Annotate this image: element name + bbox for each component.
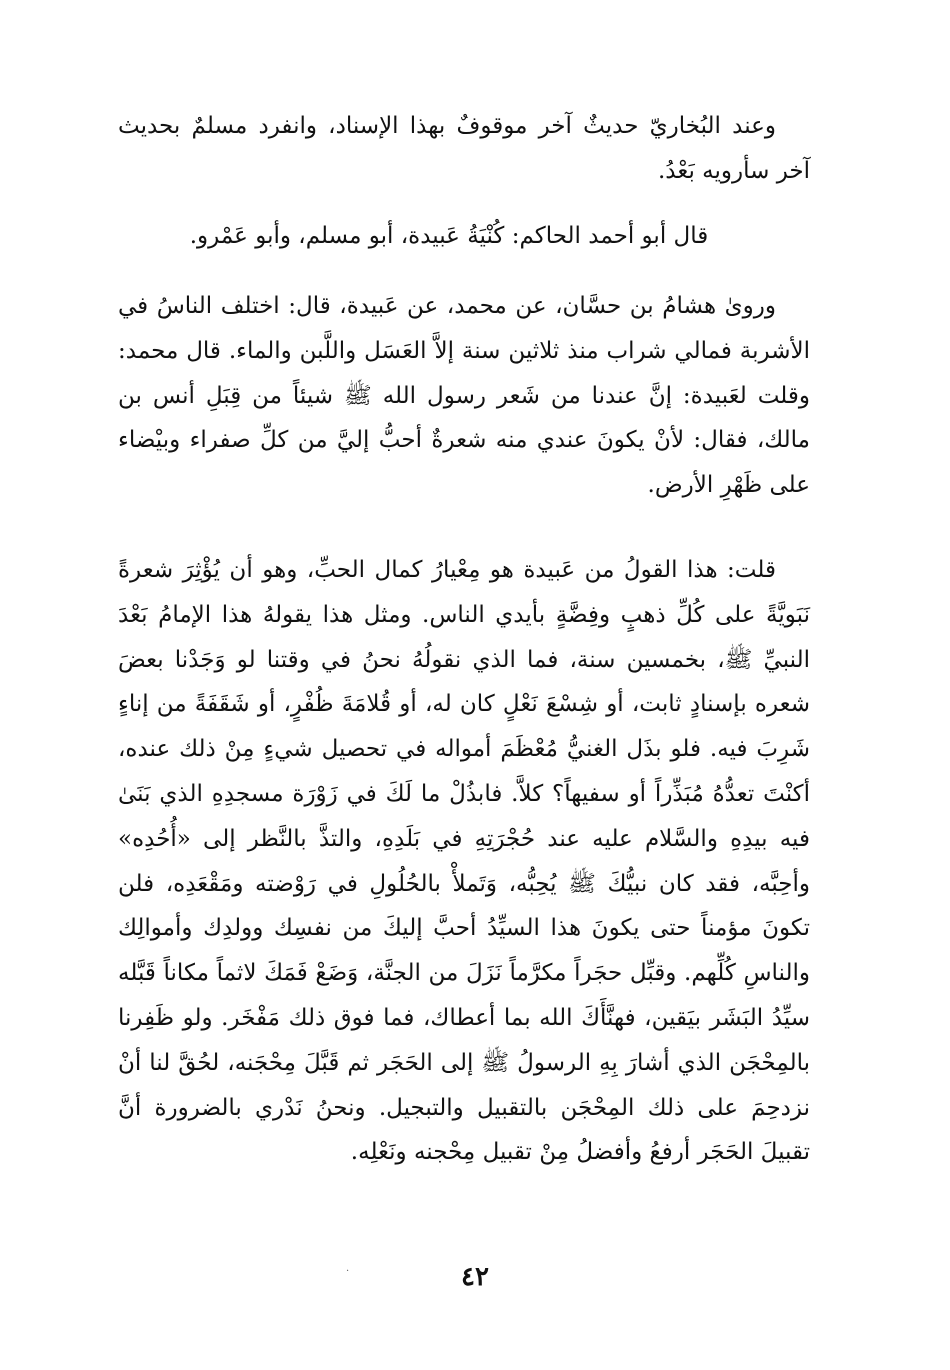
scan-speck: · <box>346 1266 350 1277</box>
paragraph-hisham-narration: وروىٰ هشامُ بن حسَّان، عن محمد، عن عَبيدة، قال: اختلف الناسُ في الأشربة فمالي شراب منذ ثلاثين سنة إلاَّ العَسَل واللَّبن والماء. قال محمد: وقلت لعَبيدة: إنَّ عندنا من شَعر رسول الله ﷺ شيئاً من قِبَلِ أنس بن مالك، فقال: لأنْ يكونَ عندي منه شعرةٌ أحبُّ إليَّ من كلِّ صفراء وبيْضاء على ظَهْرِ الأرض. <box>118 293 810 499</box>
paragraph-block-3 <box>118 284 810 508</box>
paragraph-author-commentary: قلت: هذا القولُ من عَبيدة هو مِعْيارُ كمال الحبِّ، وهو أن يُؤْثِرَ شعرةً نَبَويَّةً على كُلِّ ذهبٍ وفِضَّةٍ بأيدي الناس. ومثل هذا يقولهُ هذا الإمامُ بَعْدَ النبيِّ ﷺ، بخمسين سنة، فما الذي نقولُهُ نحنُ في وقتنا لو وَجَدْنا بعضَ شعره بإسنادٍ ثابت، أو شِسْعَ نَعْلٍ كان له، أو قُلامَةَ ظُفْرٍ، أو شَقَفَةً من إناءٍ شَرِبَ فيه. فلو بذَل الغنيُّ مُعْظَمَ أمواله في تحصيل شيءٍ مِنْ ذلك عنده، أكنْتَ تعدُّهُ مُبَذِّراً أو سفيهاً؟ كلاَّ. فابذُلْ ما لَكَ في زَوْرَة مسجدِهِ الذي بَنَىٰ فيه بيدِهِ والسَّلام عليه عند حُجْرَتِهِ في بَلَدِهِ، والتذَّ بالنَّظر إلى «أُحُدِه» وأحِبَّه، فقد كان نبيُّكَ ﷺ يُحِبُّه، وَتَملأْ بالحُلُولِ في رَوْضته ومَقْعَدِه، فلن تكونَ مؤمناً حتى يكونَ هذا السيِّدُ أحبَّ إليكَ من نفسِك وولدِك وأموالِك والناسِ كُلِّهم. وقبِّل حجَراً مكرَّماً نَزَلَ من الجنَّة، وَضَعْ فَمَكَ لاثماً مكاناً قَبَّله سيِّدُ البَشَر بيَقين، فهنَّأَكَ الله بما أعطاك، فما فوق ذلك مَفْخَر. ولو ظَفِرنا بالمِحْجَن الذي أشارَ بِهِ الرسولُ ﷺ إلى الحَجَر ثم قَبَّلَ مِحْجَنه، لحُقَّ لنا أنْ نزدحِمَ على ذلك المِحْجَن بالتقبيل والتبجيل. ونحنُ نَدْري بالضرورة أنَّ تقبيلَ الحَجَر أرفعُ وأفضلُ مِنْ تقبيل مِحْجنه ونَعْلِه. <box>118 557 810 1166</box>
paragraph-hakim-kunya: قال أبو أحمد الحاكم: كُنْيَةُ عَبيدة، أبو مسلم، وأبو عَمْرو. <box>189 223 709 249</box>
paragraph-block-2 <box>118 214 810 259</box>
paragraph-block-1 <box>118 104 810 194</box>
page-number: ٤٢ <box>461 1262 489 1292</box>
paragraph-bukhari-hadith: وعند البُخاريّ حديثٌ آخر موقوفٌ بهذا الإسناد، وانفرد مسلمٌ بحديث آخر سأرويه بَعْدُ. <box>118 113 810 184</box>
paragraph-block-4 <box>118 548 810 1175</box>
